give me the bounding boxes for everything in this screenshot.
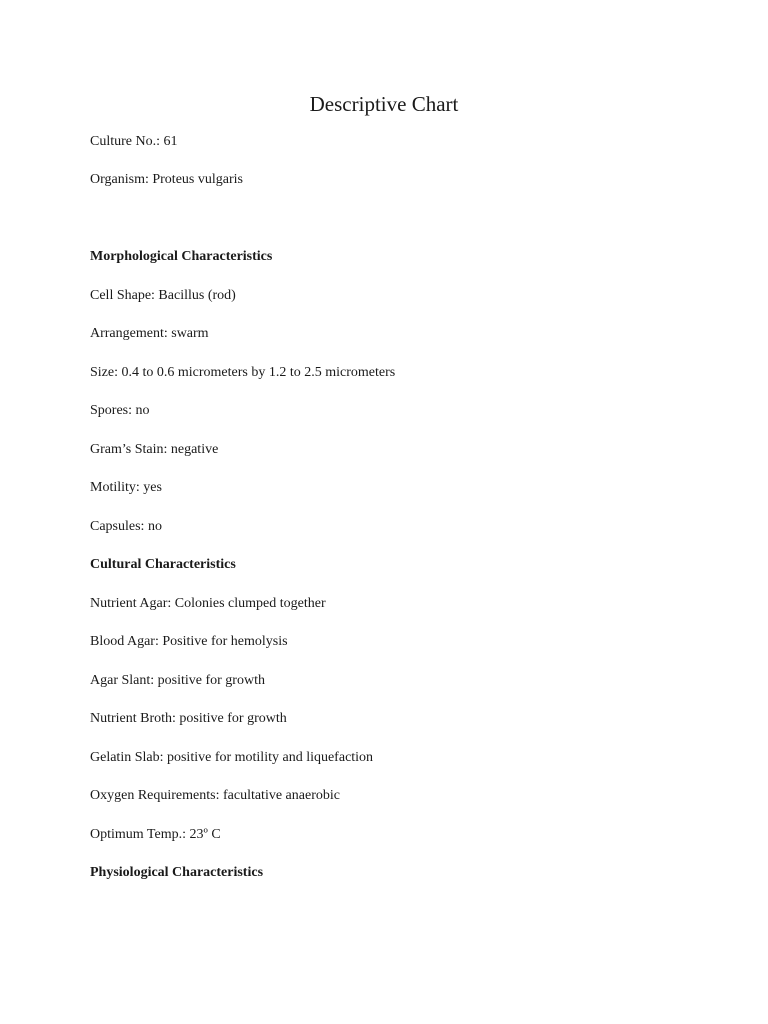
cultural-nutrient-agar: Nutrient Agar: Colonies clumped together — [90, 596, 326, 611]
morphology-gram-stain: Gram’s Stain: negative — [90, 442, 219, 457]
cultural-agar-slant: Agar Slant: positive for growth — [90, 673, 265, 688]
cultural-oxygen-requirements: Oxygen Requirements: facultative anaerobic — [90, 788, 340, 803]
morphology-spores: Spores: no — [90, 403, 150, 418]
section-heading-cultural: Cultural Characteristics — [90, 557, 236, 572]
cultural-nutrient-broth: Nutrient Broth: positive for growth — [90, 711, 287, 726]
document-title: Descriptive Chart — [309, 92, 459, 116]
cultural-optimum-temp: Optimum Temp.: 23º C — [90, 827, 221, 842]
morphology-capsules: Capsules: no — [90, 519, 162, 534]
cultural-gelatin-slab: Gelatin Slab: positive for motility and liquefaction — [90, 750, 374, 765]
morphology-cell-shape: Cell Shape: Bacillus (rod) — [90, 288, 236, 303]
organism-name: Organism: Proteus vulgaris — [90, 172, 243, 187]
section-heading-morphological: Morphological Characteristics — [90, 249, 273, 264]
culture-number: Culture No.: 61 — [90, 134, 178, 149]
morphology-arrangement: Arrangement: swarm — [90, 326, 209, 341]
cultural-blood-agar: Blood Agar: Positive for hemolysis — [90, 634, 288, 649]
section-heading-physiological: Physiological Characteristics — [90, 865, 264, 880]
morphology-size: Size: 0.4 to 0.6 micrometers by 1.2 to 2.5 micrometers — [90, 365, 396, 380]
morphology-motility: Motility: yes — [90, 480, 162, 495]
